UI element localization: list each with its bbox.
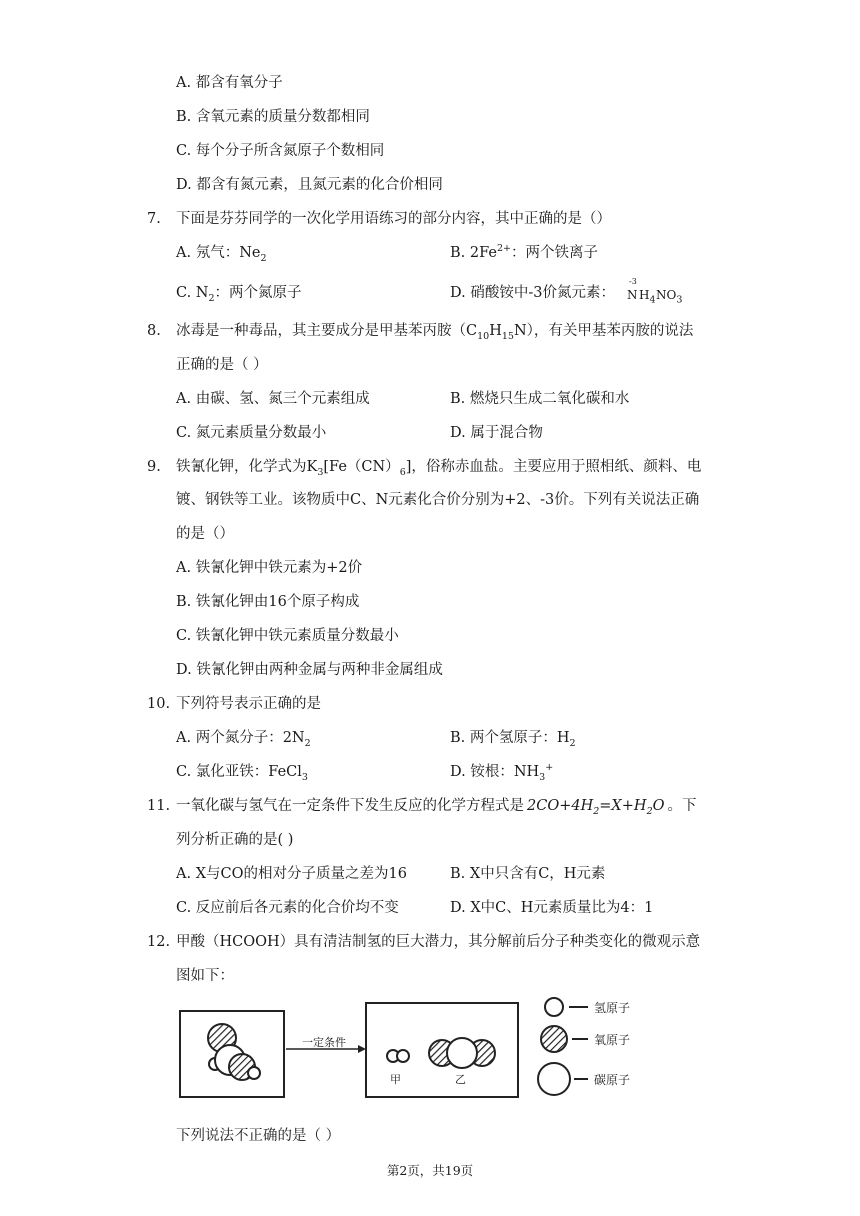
q9-stem-line1: 铁氰化钾，化学式为$K_3[Fe(CN)_6]$，俗称赤血盐。主要应用于照相纸、颜料、电 [176, 459, 702, 478]
q7-option-d: D. 硝酸铵中-3价氮元素： [450, 285, 615, 301]
q8-option-c: C. 氮元素质量分数最小 [176, 425, 327, 441]
nitrogen-charge-label: -3 [629, 277, 637, 286]
q12-question-line: 下列说法不正确的是（ ） [176, 1128, 341, 1144]
page-footer: 第2页，共19页 [386, 1163, 474, 1178]
q7-option-a: A. 氖气：$Ne_2$ [176, 245, 267, 264]
product-yi-label: 乙 [455, 1073, 466, 1086]
q9-option-a: A. 铁氰化钾中铁元素为+2价 [176, 560, 363, 576]
ammonium-nitrate-formula [627, 278, 697, 304]
q11-number: 11. [147, 798, 171, 814]
legend-hydrogen-label: 氢原子 [594, 1001, 631, 1015]
q11-stem-line2: 列分析正确的是( ) [176, 832, 294, 848]
q8-stem-line2: 正确的是（ ） [176, 357, 268, 373]
q7-option-c: C. $N_2$：两个氮原子 [176, 285, 302, 304]
q10-option-c: C. 氯化亚铁：FeCl$_3$ [176, 764, 308, 783]
q10-option-b: B. 两个氢原子：$H_2$ [450, 730, 576, 749]
q11-option-c: C. 反应前后各元素的化合价均不变 [176, 900, 399, 916]
q10-number: 10. [147, 696, 171, 712]
q11-option-a: A. X与CO的相对分子质量之差为16 [176, 866, 407, 882]
formula-no: $NO_3$ [656, 288, 683, 306]
q7-stem: 下面是芬芬同学的一次化学用语练习的部分内容，其中正确的是（） [176, 211, 611, 227]
q12-number: 12. [147, 934, 171, 950]
formula-h: $H_4$ [639, 288, 656, 306]
reaction-equation: $2CO+4H_2=X+H_2O$ [527, 798, 665, 817]
q11-option-b: B. X中只含有C，H元素 [450, 866, 606, 882]
q9-stem-line2: 镀、钢铁等工业。该物质中C、N元素化合价分别为+2、-3价。下列有关说法正确 [176, 492, 700, 508]
q11-stem-line1: 一氧化碳与氢气在一定条件下发生反应的化学方程式是 $2CO+4H_2=X+H_2O$ 。下 [176, 798, 697, 817]
q12-stem-line2: 图如下： [176, 968, 234, 984]
molecule-diagram [176, 993, 696, 1105]
q6-option-b: B. 含氧元素的质量分数都相同 [176, 109, 370, 125]
q8-number: 8. [147, 323, 161, 339]
hydrogen-atom [248, 1067, 260, 1079]
q8-stem-line1: 冰毒是一种毒品，其主要成分是甲基苯丙胺$(C_{10}H_{15}N)$，有关甲基苯丙胺的说法 [176, 323, 694, 342]
q7-number: 7. [147, 211, 161, 227]
product-jia-label: 甲 [390, 1073, 401, 1086]
q6-option-a: A. 都含有氧分子 [176, 75, 283, 91]
q9-number: 9. [147, 459, 161, 475]
q10-option-a: A. 两个氮分子：$2N_2$ [176, 730, 311, 749]
q7-option-b: B. $2Fe^{2+}$：两个铁离子 [450, 243, 598, 261]
legend-carbon-icon [538, 1063, 570, 1095]
q9-option-b: B. 铁氰化钾由16个原子构成 [176, 594, 360, 610]
q9-stem-line3: 的是（） [176, 526, 234, 542]
q6-option-c: C. 每个分子所含氮原子个数相同 [176, 143, 385, 159]
q9-option-c: C. 铁氰化钾中铁元素质量分数最小 [176, 628, 399, 644]
q6-option-d: D. 都含有氮元素，且氮元素的化合价相同 [176, 177, 443, 193]
q11-option-d: D. X中C、H元素质量比为4：1 [450, 900, 654, 916]
hydrogen-atom [397, 1050, 409, 1062]
q8-option-a: A. 由碳、氢、氮三个元素组成 [176, 391, 370, 407]
legend-carbon-label: 碳原子 [594, 1073, 631, 1087]
q8-option-d: D. 属于混合物 [450, 425, 543, 441]
q8-option-b: B. 燃烧只生成二氧化碳和水 [450, 391, 630, 407]
legend-hydrogen-icon [545, 998, 563, 1016]
q9-option-d: D. 铁氰化钾由两种金属与两种非金属组成 [176, 662, 443, 678]
q10-option-d: D. 铵根：$NH_3^+$ [450, 762, 554, 783]
reaction-condition-label: 一定条件 [302, 1036, 346, 1049]
legend-oxygen-icon [541, 1026, 567, 1052]
formula-n: N [627, 288, 638, 302]
q10-stem: 下列符号表示正确的是 [176, 696, 321, 712]
carbon-atom [447, 1038, 477, 1068]
q12-stem-line1: 甲酸（HCOOH）具有清洁制氢的巨大潜力，其分解前后分子种类变化的微观示意 [176, 934, 701, 950]
legend-oxygen-label: 氧原子 [594, 1033, 631, 1047]
